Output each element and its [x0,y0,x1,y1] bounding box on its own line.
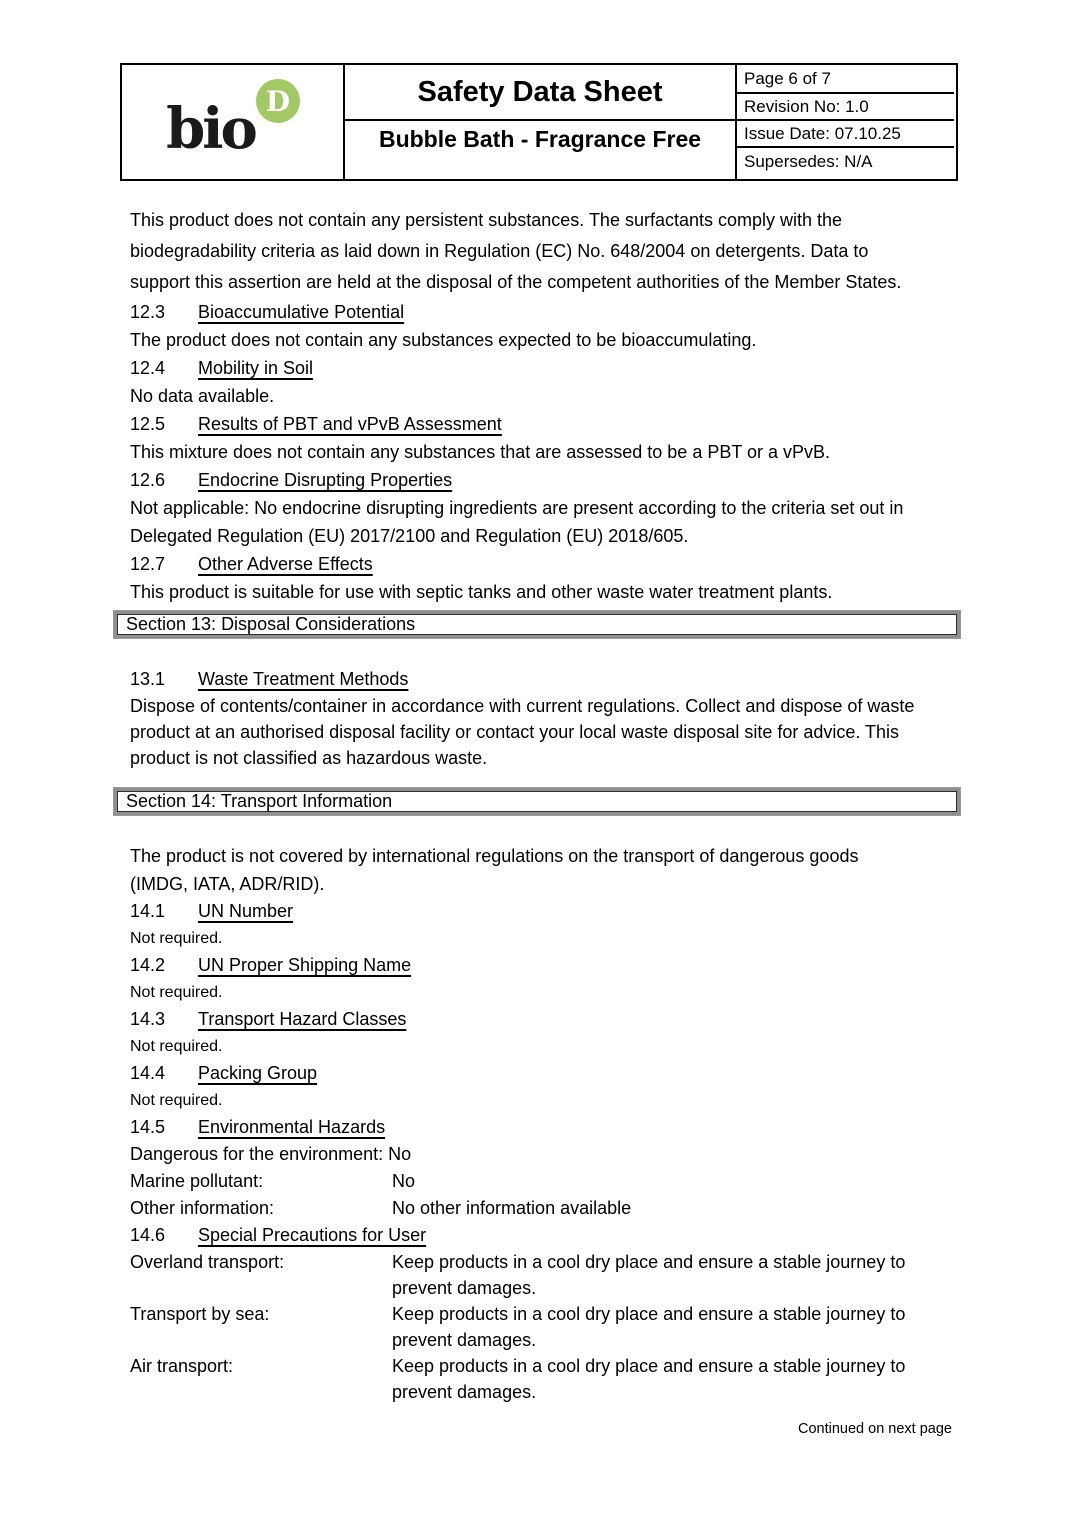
transport-row [130,1249,952,1301]
subsection-heading-14-6 [130,1222,952,1249]
page-number: Page 6 of 7 [735,65,954,92]
subsection-heading-13-1 [130,665,952,693]
issue-date: Issue Date: 07.10.25 [735,119,954,146]
section-14-banner [113,787,961,816]
subsection-heading-12-5 [130,410,952,438]
body-text: (IMDG, IATA, ADR/RID). [130,874,325,894]
document-title: Safety Data Sheet [343,65,735,119]
subsection-heading-12-7 [130,550,952,578]
field-value-line: prevent damages. [392,1330,537,1350]
field-label: Marine pollutant: [130,1171,264,1191]
section-14-banner-title: Section 14: Transport Information [117,791,957,812]
key-value-row [130,1168,952,1195]
field-value-line: Keep products in a cool dry place and ensure a stable journey to [392,1356,906,1376]
heading-title: Packing Group [198,1063,318,1083]
body-text: Dispose of contents/container in accordance with current regulations. Collect and dispose of waste [130,696,915,716]
body-text: This mixture does not contain any substances that are assessed to be a PBT or a vPvB. [130,442,831,462]
logo-d-badge: D [256,79,300,123]
supersedes: Supersedes: N/A [735,146,954,179]
heading-number: 14.4 [130,1063,166,1083]
heading-number: 12.3 [130,302,166,322]
heading-title: Mobility in Soil [198,358,314,378]
document-header-table [120,63,958,181]
heading-title: Transport Hazard Classes [198,1009,407,1029]
section-13-banner-title: Section 13: Disposal Considerations [117,614,957,635]
body-text: Not required. [130,1092,223,1109]
body-text: Not required. [130,1038,223,1055]
field-value-line: Keep products in a cool dry place and ensure a stable journey to [392,1252,906,1272]
subsection-heading-14-1 [130,898,952,925]
subsection-heading-14-3 [130,1006,952,1033]
revision-number: Revision No: 1.0 [735,92,954,119]
heading-number: 14.3 [130,1009,166,1029]
intro-paragraph-line: biodegradability criteria as laid down in Regulation (EC) No. 648/2004 on detergents. Data to [130,241,869,261]
heading-number: 14.2 [130,955,166,975]
heading-number: 12.7 [130,554,166,574]
subsection-heading-14-4 [130,1060,952,1087]
intro-paragraph-line: This product does not contain any persistent substances. The surfactants comply with the [130,210,843,230]
field-label: Other information: [130,1198,275,1218]
body-text: Not required. [130,984,223,1001]
field-value-line: prevent damages. [392,1278,537,1298]
subsection-heading-14-2 [130,952,952,979]
subsection-heading-14-5 [130,1114,952,1141]
section-13-banner [113,610,961,639]
body-text: The product does not contain any substances expected to be bioaccumulating. [130,330,757,350]
heading-title: Endocrine Disrupting Properties [198,470,453,490]
body-text: product at an authorised disposal facility or contact your local waste disposal site for advice. This [130,722,900,742]
heading-title: Environmental Hazards [198,1117,386,1137]
field-label: Transport by sea: [130,1304,270,1324]
heading-number: 13.1 [130,669,166,689]
heading-title: Bioaccumulative Potential [198,302,405,322]
document-body [126,205,952,1437]
body-text: Not applicable: No endocrine disrupting ingredients are present according to the criteria set out in [130,498,904,518]
heading-number: 12.4 [130,358,166,378]
body-text: Delegated Regulation (EU) 2017/2100 and Regulation (EU) 2018/605. [130,526,689,546]
subsection-heading-12-3 [130,298,952,326]
logo-bio-text: bio [166,96,255,162]
subsection-heading-12-6 [130,466,952,494]
heading-number: 12.6 [130,470,166,490]
body-text: No data available. [130,386,275,406]
heading-title: Results of PBT and vPvB Assessment [198,414,502,434]
product-name: Bubble Bath - Fragrance Free [343,119,735,179]
intro-paragraph-line: support this assertion are held at the disposal of the competent authorities of the Member States. [130,272,902,292]
body-text: Dangerous for the environment: No [130,1144,412,1164]
field-label: Overland transport: [130,1252,285,1272]
body-text: The product is not covered by international regulations on the transport of dangerous goods [130,846,859,866]
field-value-line: Keep products in a cool dry place and ensure a stable journey to [392,1304,906,1324]
heading-number: 14.6 [130,1225,166,1245]
heading-number: 12.5 [130,414,166,434]
field-value: No other information available [392,1198,632,1218]
field-value: No [392,1171,416,1191]
heading-title: Special Precautions for User [198,1225,427,1245]
body-text: This product is suitable for use with septic tanks and other waste water treatment plants. [130,582,833,602]
biod-logo [166,84,299,162]
subsection-heading-12-4 [130,354,952,382]
transport-row [130,1353,952,1405]
heading-number: 14.1 [130,901,166,921]
heading-number: 14.5 [130,1117,166,1137]
logo-cell [122,65,343,179]
field-value-line: prevent damages. [392,1382,537,1402]
field-label: Air transport: [130,1356,234,1376]
heading-title: Other Adverse Effects [198,554,373,574]
continued-note: Continued on next page [798,1421,952,1437]
body-text: product is not classified as hazardous waste. [130,748,488,768]
transport-row [130,1301,952,1353]
body-text: Not required. [130,930,223,947]
heading-title: UN Number [198,901,294,921]
heading-title: Waste Treatment Methods [198,669,409,689]
key-value-row [130,1195,952,1222]
heading-title: UN Proper Shipping Name [198,955,412,975]
